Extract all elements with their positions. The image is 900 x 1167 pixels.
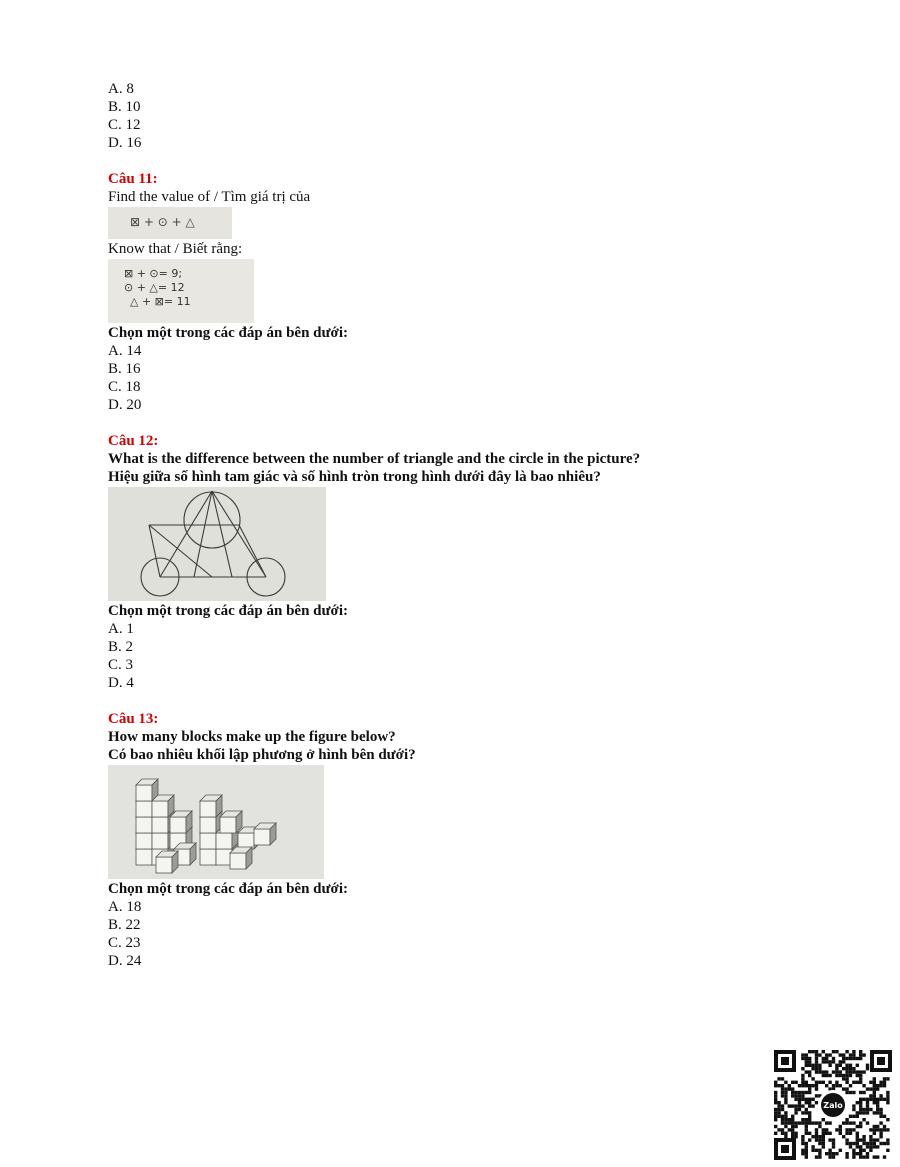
question-title: Câu 12: xyxy=(108,433,159,449)
option-a: A. 1 xyxy=(108,621,134,637)
question-prompt-vi: Có bao nhiêu khối lập phương ở hình bên dưới? xyxy=(108,747,416,763)
option-d: D. 4 xyxy=(108,675,134,691)
equation-line-1: ⊠ + ⊙= 9; xyxy=(124,267,183,280)
question-prompt-en: How many blocks make up the figure below? xyxy=(108,729,396,745)
qr-code-icon[interactable] xyxy=(772,1048,894,1162)
blocks-figure xyxy=(108,765,324,879)
option-d: D. 24 xyxy=(108,953,142,969)
option-d: D. 16 xyxy=(108,135,142,151)
triangles-circles-diagram xyxy=(108,487,326,601)
option-b: B. 2 xyxy=(108,639,134,655)
know-that-label: Know that / Biết rằng: xyxy=(108,241,243,257)
expression-image xyxy=(108,207,232,239)
option-a: A. 8 xyxy=(108,81,134,97)
prev-question-options xyxy=(108,80,808,152)
option-c: C. 12 xyxy=(108,117,141,133)
cubes-diagram xyxy=(108,765,324,879)
question-prompt-vi: Hiệu giữa số hình tam giác và số hình tròn trong hình dưới đây là bao nhiêu? xyxy=(108,469,601,485)
question-prompt: Find the value of / Tìm giá trị của xyxy=(108,189,311,205)
option-b: B. 22 xyxy=(108,917,141,933)
equations-image xyxy=(108,259,254,323)
zalo-logo-text: Zalo xyxy=(823,1101,843,1110)
shapes-figure xyxy=(108,487,326,601)
question-13 xyxy=(108,710,808,970)
option-b: B. 16 xyxy=(108,361,141,377)
equation-line-3: △ + ⊠= 11 xyxy=(130,295,191,308)
choose-label: Chọn một trong các đáp án bên dưới: xyxy=(108,325,348,341)
question-11 xyxy=(108,170,808,414)
option-b: B. 10 xyxy=(108,99,141,115)
option-c: C. 23 xyxy=(108,935,141,951)
choose-label: Chọn một trong các đáp án bên dưới: xyxy=(108,881,348,897)
choose-label: Chọn một trong các đáp án bên dưới: xyxy=(108,603,348,619)
equation-line-2: ⊙ + △= 12 xyxy=(124,281,185,294)
option-c: C. 18 xyxy=(108,379,141,395)
option-c: C. 3 xyxy=(108,657,134,673)
document-page xyxy=(108,80,808,970)
qr-code-graphic xyxy=(772,1048,894,1162)
option-a: A. 18 xyxy=(108,899,142,915)
question-title: Câu 11: xyxy=(108,171,158,187)
question-prompt-en: What is the difference between the number of triangle and the circle in the picture? xyxy=(108,451,641,467)
question-title: Câu 13: xyxy=(108,711,159,727)
expression-image-text: ⊠ + ⊙ + △ xyxy=(130,215,195,229)
option-d: D. 20 xyxy=(108,397,142,413)
option-a: A. 14 xyxy=(108,343,142,359)
question-12 xyxy=(108,432,808,692)
